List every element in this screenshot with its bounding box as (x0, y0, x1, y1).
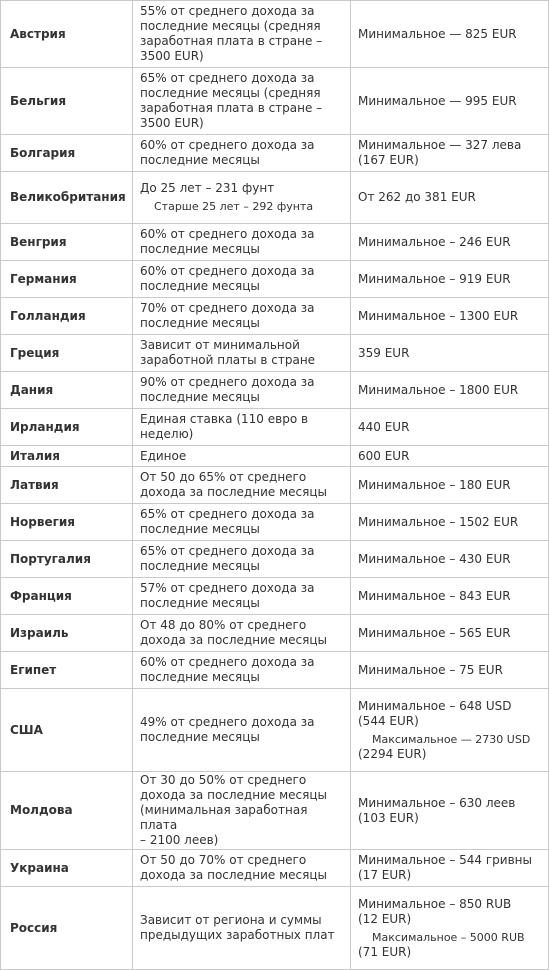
benefit-line: последние месяцы (140, 316, 260, 330)
benefit-line: дохода за последние месяцы (140, 485, 327, 499)
table-row (1, 335, 549, 372)
benefit-line: последние месяцы (140, 522, 260, 536)
benefit-amount (351, 887, 549, 970)
benefit-line: неделю) (140, 427, 194, 441)
benefit-amount (351, 446, 549, 467)
amount-line: Максимальное – 5000 RUB (372, 930, 525, 944)
benefit-description (133, 615, 351, 652)
benefit-line: 60% от среднего дохода за (140, 227, 315, 241)
country-name: Россия (1, 887, 133, 970)
amount-line: 359 EUR (358, 345, 410, 360)
country-name: Латвия (1, 467, 133, 504)
country-name: Венгрия (1, 224, 133, 261)
table-row (1, 652, 549, 689)
country-name: Бельгия (1, 68, 133, 135)
country-name: Болгария (1, 135, 133, 172)
benefit-amount (351, 1, 549, 68)
benefit-line: предыдущих заработных плат (140, 928, 335, 942)
amount-line: Минимальное – 630 леев (358, 795, 516, 810)
benefit-amount (351, 68, 549, 135)
country-name: Ирландия (1, 409, 133, 446)
benefit-line: последние месяцы (140, 730, 260, 744)
table-row (1, 850, 549, 887)
benefit-amount (351, 541, 549, 578)
amount-line: (544 EUR) (358, 713, 419, 728)
amount-line: Минимальное — 995 EUR (358, 93, 517, 108)
amount-line: (17 EUR) (358, 868, 412, 882)
benefit-line: Зависит от минимальной (140, 338, 300, 352)
benefit-amount (351, 467, 549, 504)
benefit-line: От 48 до 80% от среднего (140, 618, 307, 632)
benefit-amount (351, 409, 549, 446)
amount-line: Минимальное – 246 EUR (358, 234, 511, 249)
table-row (1, 172, 549, 224)
benefit-amount (351, 652, 549, 689)
benefit-line: 60% от среднего дохода за (140, 264, 315, 278)
benefit-amount (351, 504, 549, 541)
benefit-line: От 30 до 50% от среднего (140, 773, 307, 787)
benefit-line: заработной платы в стране (140, 353, 316, 367)
country-name: Великобритания (1, 172, 133, 224)
benefit-line: 3500 EUR) (140, 116, 204, 130)
country-name: Молдова (1, 772, 133, 850)
benefit-description (133, 335, 351, 372)
country-name: Норвегия (1, 504, 133, 541)
amount-line: Минимальное – 180 EUR (358, 477, 511, 492)
table-row (1, 224, 549, 261)
table-row (1, 68, 549, 135)
table-row (1, 615, 549, 652)
benefit-amount (351, 578, 549, 615)
country-name: Австрия (1, 1, 133, 68)
benefit-description (133, 298, 351, 335)
table-row (1, 135, 549, 172)
benefit-line: 55% от среднего дохода за (140, 4, 315, 18)
benefit-amount (351, 135, 549, 172)
amount-line: Минимальное – 1800 EUR (358, 382, 519, 397)
table-row (1, 504, 549, 541)
table-row (1, 372, 549, 409)
benefit-line: От 50 до 70% от среднего (140, 853, 307, 867)
benefit-description (133, 652, 351, 689)
benefit-line: последние месяцы (140, 559, 260, 573)
benefit-amount (351, 372, 549, 409)
benefit-line: 90% от среднего дохода за (140, 375, 315, 389)
amount-line: Минимальное – 565 EUR (358, 625, 511, 640)
table-row (1, 541, 549, 578)
country-name: Италия (1, 446, 133, 467)
benefit-line: 57% от среднего дохода за (140, 581, 315, 595)
benefit-line: 65% от среднего дохода за (140, 507, 315, 521)
benefit-line: последние месяцы (140, 279, 260, 293)
benefit-line: До 25 лет – 231 фунт (140, 181, 275, 195)
benefit-amount (351, 615, 549, 652)
amount-line: Максимальное — 2730 USD (372, 732, 531, 746)
benefit-amount (351, 298, 549, 335)
amount-line: Минимальное — 327 лева (358, 138, 522, 152)
benefit-line: (минимальная заработная плата (140, 803, 308, 832)
benefit-description (133, 689, 351, 772)
benefit-line: последние месяцы (140, 390, 260, 404)
benefit-line: Зависит от региона и суммы (140, 913, 322, 927)
country-name: Голландия (1, 298, 133, 335)
amount-line: Минимальное – 75 EUR (358, 662, 503, 677)
benefit-line: последние месяцы (140, 596, 260, 610)
benefit-line: дохода за последние месяцы (140, 788, 327, 802)
benefit-line: От 50 до 65% от среднего (140, 470, 307, 484)
amount-line: (12 EUR) (358, 911, 412, 926)
benefit-amount (351, 172, 549, 224)
benefit-description (133, 446, 351, 467)
table-row (1, 467, 549, 504)
table-row (1, 772, 549, 850)
benefit-description (133, 578, 351, 615)
benefit-line: последние месяцы (140, 153, 260, 167)
benefit-line: 65% от среднего дохода за (140, 544, 315, 558)
benefit-line: Старше 25 лет – 292 фунта (154, 200, 314, 213)
table-row (1, 689, 549, 772)
amount-line: Минимальное – 544 гривны (358, 853, 532, 867)
benefit-description (133, 772, 351, 850)
benefit-amount (351, 261, 549, 298)
amount-line: (103 EUR) (358, 810, 419, 825)
amount-line: Минимальное — 825 EUR (358, 26, 517, 41)
country-name: США (1, 689, 133, 772)
country-name: Португалия (1, 541, 133, 578)
benefit-amount (351, 772, 549, 850)
benefit-line: последние месяцы (средняя (140, 86, 321, 100)
benefit-description (133, 887, 351, 970)
benefit-line: заработная плата в стране – (140, 34, 323, 48)
amount-line: Минимальное – 850 RUB (358, 896, 512, 911)
benefit-line: 60% от среднего дохода за (140, 655, 315, 669)
table-row (1, 887, 549, 970)
benefit-line: дохода за последние месяцы (140, 633, 327, 647)
amount-line: (167 EUR) (358, 153, 419, 167)
benefit-description (133, 409, 351, 446)
benefit-line: 65% от среднего дохода за (140, 71, 315, 85)
country-name: Германия (1, 261, 133, 298)
benefit-line: 60% от среднего дохода за (140, 138, 315, 152)
country-name: Украина (1, 850, 133, 887)
amount-line: Минимальное – 843 EUR (358, 588, 511, 603)
benefit-line: заработная плата в стране – (140, 101, 323, 115)
benefit-line: дохода за последние месяцы (140, 868, 327, 882)
amount-line: (71 EUR) (358, 944, 412, 959)
table-row (1, 1, 549, 68)
benefit-line: – 2100 леев) (140, 833, 219, 847)
table-row (1, 578, 549, 615)
table-row (1, 446, 549, 467)
amount-line: Минимальное – 1300 EUR (358, 308, 519, 323)
benefit-amount (351, 224, 549, 261)
benefit-line: 70% от среднего дохода за (140, 301, 315, 315)
amount-line: Минимальное – 1502 EUR (358, 514, 519, 529)
benefit-description (133, 372, 351, 409)
benefit-amount (351, 850, 549, 887)
country-name: Израиль (1, 615, 133, 652)
amount-line: Минимальное – 648 USD (358, 698, 512, 713)
amount-line: 600 EUR (358, 448, 410, 463)
table-row (1, 298, 549, 335)
benefit-description (133, 172, 351, 224)
benefit-line: 3500 EUR) (140, 49, 204, 63)
country-name: Египет (1, 652, 133, 689)
country-name: Франция (1, 578, 133, 615)
benefit-line: последние месяцы (средняя (140, 19, 321, 33)
amount-line: (2294 EUR) (358, 746, 427, 761)
benefit-line: 49% от среднего дохода за (140, 715, 315, 729)
benefit-amount (351, 335, 549, 372)
benefit-description (133, 224, 351, 261)
benefit-line: Единая ставка (110 евро в (140, 412, 309, 426)
benefit-description (133, 135, 351, 172)
benefit-description (133, 68, 351, 135)
amount-line: Минимальное – 430 EUR (358, 551, 511, 566)
benefit-line: Единое (140, 448, 187, 463)
benefit-line: последние месяцы (140, 670, 260, 684)
benefit-description (133, 261, 351, 298)
benefit-description (133, 850, 351, 887)
amount-line: 440 EUR (358, 419, 410, 434)
benefit-description (133, 1, 351, 68)
amount-line: Минимальное – 919 EUR (358, 271, 511, 286)
benefit-amount (351, 689, 549, 772)
benefit-description (133, 467, 351, 504)
amount-line: От 262 до 381 EUR (358, 190, 476, 204)
country-name: Дания (1, 372, 133, 409)
table-row (1, 409, 549, 446)
benefit-line: последние месяцы (140, 242, 260, 256)
country-name: Греция (1, 335, 133, 372)
benefit-description (133, 541, 351, 578)
table-row (1, 261, 549, 298)
benefit-description (133, 504, 351, 541)
